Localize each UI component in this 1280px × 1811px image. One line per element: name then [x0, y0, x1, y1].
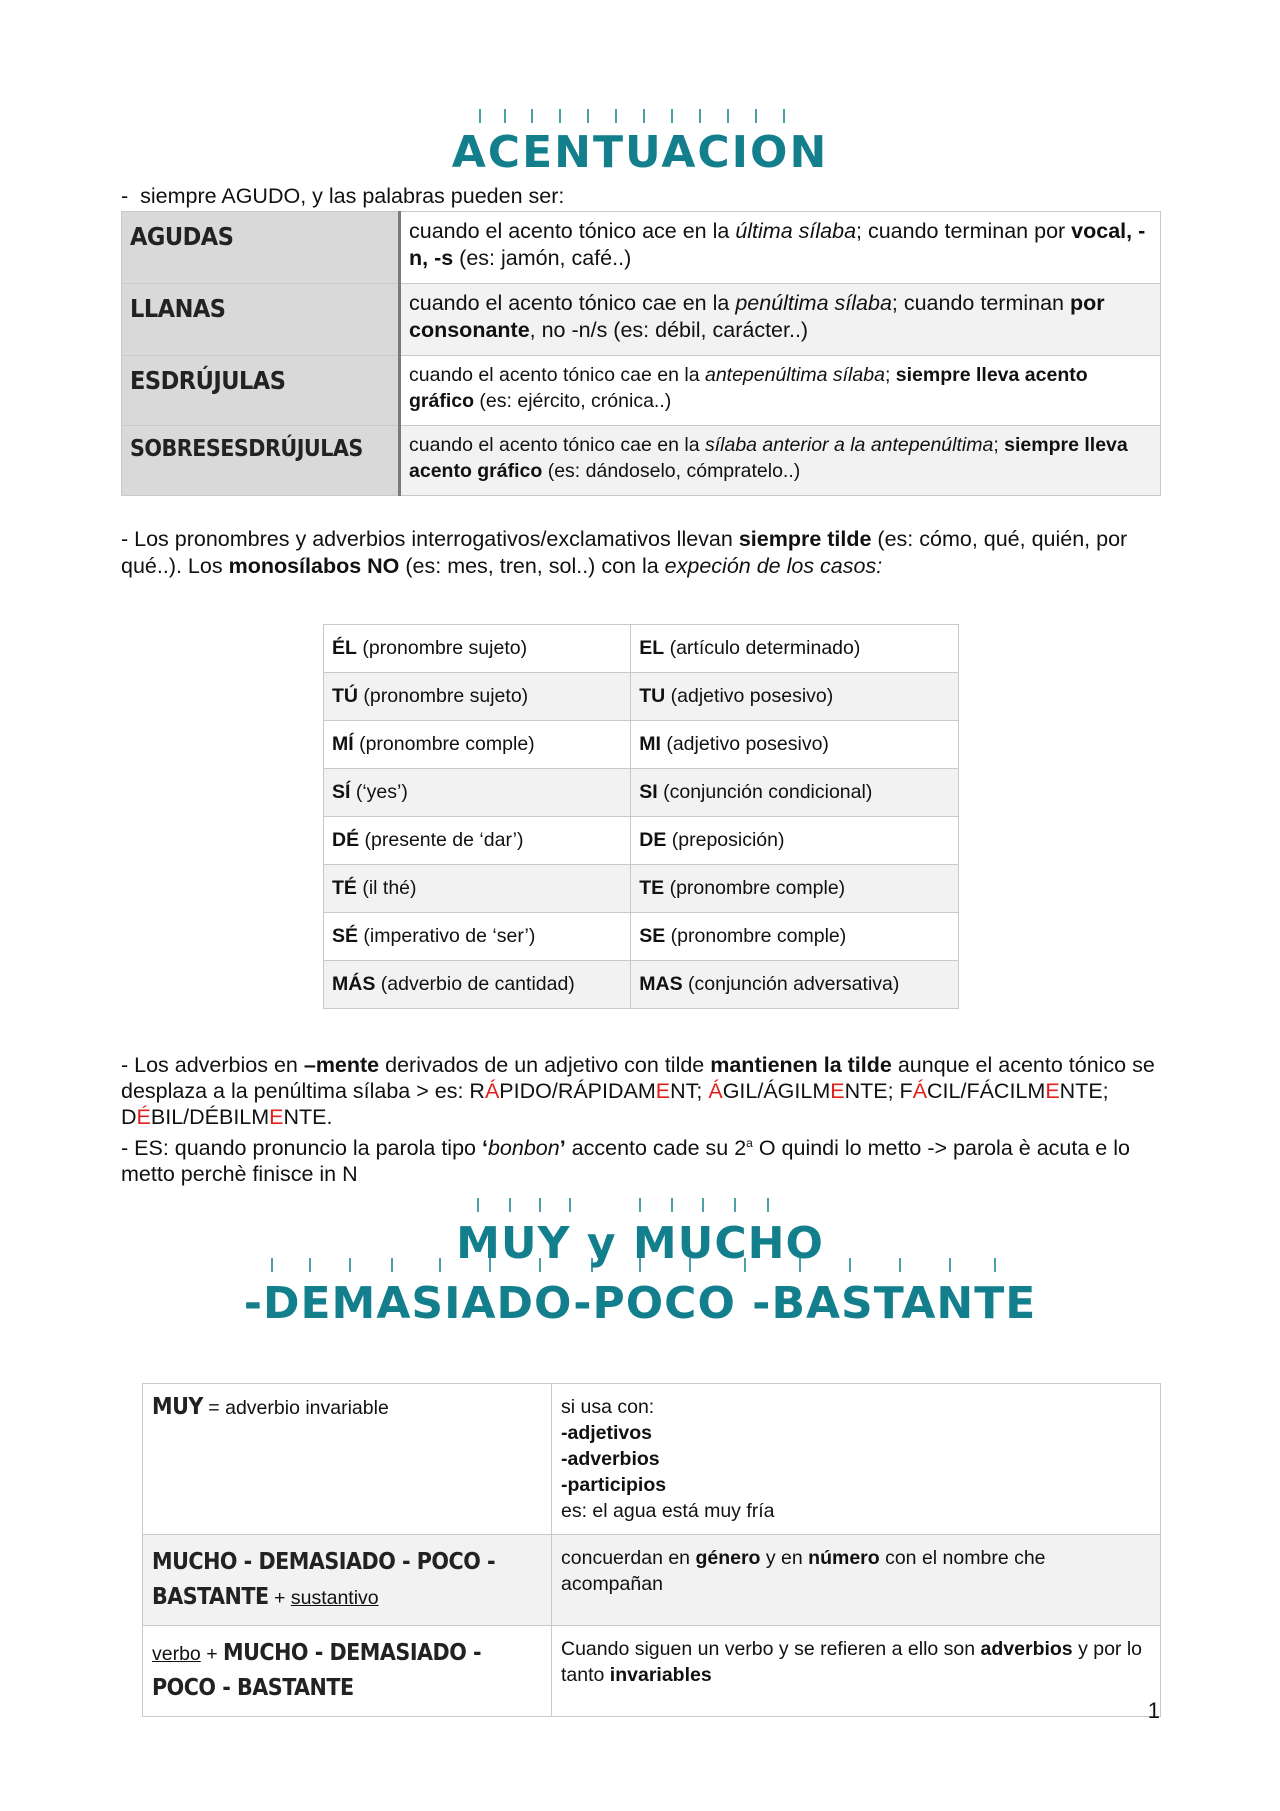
- no-tilde-cell: DE (preposición): [631, 817, 959, 865]
- accent-type-name: SOBRESESDRÚJULAS: [122, 426, 400, 496]
- tilde-cell: MÁS (adverbio de cantidad): [324, 961, 631, 1009]
- table-row: [122, 356, 1161, 426]
- tilde-cell: DÉ (presente de ‘dar’): [324, 817, 631, 865]
- no-tilde-cell: EL (artículo determinado): [631, 625, 959, 673]
- intro-text: siempre AGUDO, y las palabras pueden ser:: [140, 184, 565, 208]
- mucho-key-cell: MUCHO - DEMASIADO - POCO - BASTANTE + sustantivo: [143, 1535, 552, 1626]
- muy-uses-cell: si usa con: -adjetivos -adverbios -participios es: el agua está muy fría: [552, 1384, 1161, 1535]
- table-row: [324, 865, 959, 913]
- tilde-cell: MÍ (pronombre comple): [324, 721, 631, 769]
- table-row: [324, 913, 959, 961]
- accent-type-name: LLANAS: [122, 284, 400, 356]
- verbo-desc-cell: Cuando siguen un verbo y se refieren a ello son adverbios y por lo tanto invariables: [552, 1626, 1161, 1717]
- es-paragraph: - ES: quando pronuncio la parola tipo ‘bonbon’ accento cade su 2$^a$ O quindi lo metto -> parola è acuta e lo metto perchè finisce in N: [121, 1136, 1130, 1187]
- mente-paragraph: - Los adverbios en –mente derivados de un adjetivo con tilde mantienen la tilde aunque el acento tónico se desplaza a la penúltima sílaba > es: RÁPIDO/RÁPIDAMENT; ÁGIL/ÁGILMENTE; FÁCIL/FÁCILMENTE; DÉBIL/DÉBILMENTE.: [121, 1053, 1155, 1129]
- accent-type-desc: cuando el acento tónico cae en la penúltima sílaba; cuando terminan por consonante, no -n/s (es: débil, carácter..): [400, 284, 1161, 356]
- table-row: [324, 769, 959, 817]
- no-tilde-cell: TU (adjetivo posesivo): [631, 673, 959, 721]
- table-row: [143, 1384, 1161, 1535]
- accent-type-desc: cuando el acento tónico ace en la última sílaba; cuando terminan por vocal, -n, -s (es: jamón, café..): [400, 212, 1161, 284]
- pronombres-paragraph: - Los pronombres y adverbios interrogativos/exclamativos llevan siempre tilde (es: cómo, qué, quién, por qué..). Los monosílabos NO (es: mes, tren, sol..) con la expeción de los casos:: [121, 527, 1128, 578]
- accent-types-table: [121, 211, 1161, 496]
- table-row: [324, 817, 959, 865]
- accent-type-name: ESDRÚJULAS: [122, 356, 400, 426]
- tilde-cell: TÚ (pronombre sujeto): [324, 673, 631, 721]
- accent-type-desc: cuando el acento tónico cae en la antepenúltima sílaba; siempre lleva acento gráfico (es: ejército, crónica..): [400, 356, 1161, 426]
- table-row: [122, 212, 1161, 284]
- no-tilde-cell: SI (conjunción condicional): [631, 769, 959, 817]
- hanging-lines-decoration: [0, 1198, 1280, 1212]
- intro-line: - siempre AGUDO, y las palabras pueden ser:: [121, 184, 565, 208]
- accent-type-name: AGUDAS: [122, 212, 400, 284]
- page-number: 1: [1147, 1698, 1160, 1723]
- no-tilde-cell: MI (adjetivo posesivo): [631, 721, 959, 769]
- no-tilde-cell: MAS (conjunción adversativa): [631, 961, 959, 1009]
- table-row: [122, 426, 1161, 496]
- table-row: [143, 1626, 1161, 1717]
- table-row: [143, 1535, 1161, 1626]
- monosilabos-table: [323, 624, 959, 1009]
- section-title-line2: -DEMASIADO-POCO -BASTANTE: [0, 1278, 1280, 1329]
- section-title-line1: MUY y MUCHO: [0, 1218, 1280, 1269]
- tilde-cell: SÍ (‘yes’): [324, 769, 631, 817]
- table-row: [324, 961, 959, 1009]
- page-title: [0, 127, 1280, 178]
- tilde-cell: ÉL (pronombre sujeto): [324, 625, 631, 673]
- muy-mucho-table: [142, 1383, 1161, 1717]
- tilde-cell: TÉ (il thé): [324, 865, 631, 913]
- table-row: [324, 721, 959, 769]
- no-tilde-cell: TE (pronombre comple): [631, 865, 959, 913]
- mucho-desc-cell: concuerdan en género y en número con el nombre che acompañan: [552, 1535, 1161, 1626]
- accent-type-desc: cuando el acento tónico cae en la sílaba anterior a la antepenúltima; siempre lleva acento gráfico (es: dándoselo, cómpratelo..): [400, 426, 1161, 496]
- hanging-lines-decoration: [0, 109, 1280, 123]
- page-title-text: ACENTUACION: [451, 127, 829, 178]
- table-row: [324, 673, 959, 721]
- table-row: [324, 625, 959, 673]
- verbo-key-cell: verbo + MUCHO - DEMASIADO - POCO - BASTANTE: [143, 1626, 552, 1717]
- table-row: [122, 284, 1161, 356]
- muy-key-cell: MUY = adverbio invariable: [143, 1384, 552, 1535]
- tilde-cell: SÉ (imperativo de ‘ser’): [324, 913, 631, 961]
- no-tilde-cell: SE (pronombre comple): [631, 913, 959, 961]
